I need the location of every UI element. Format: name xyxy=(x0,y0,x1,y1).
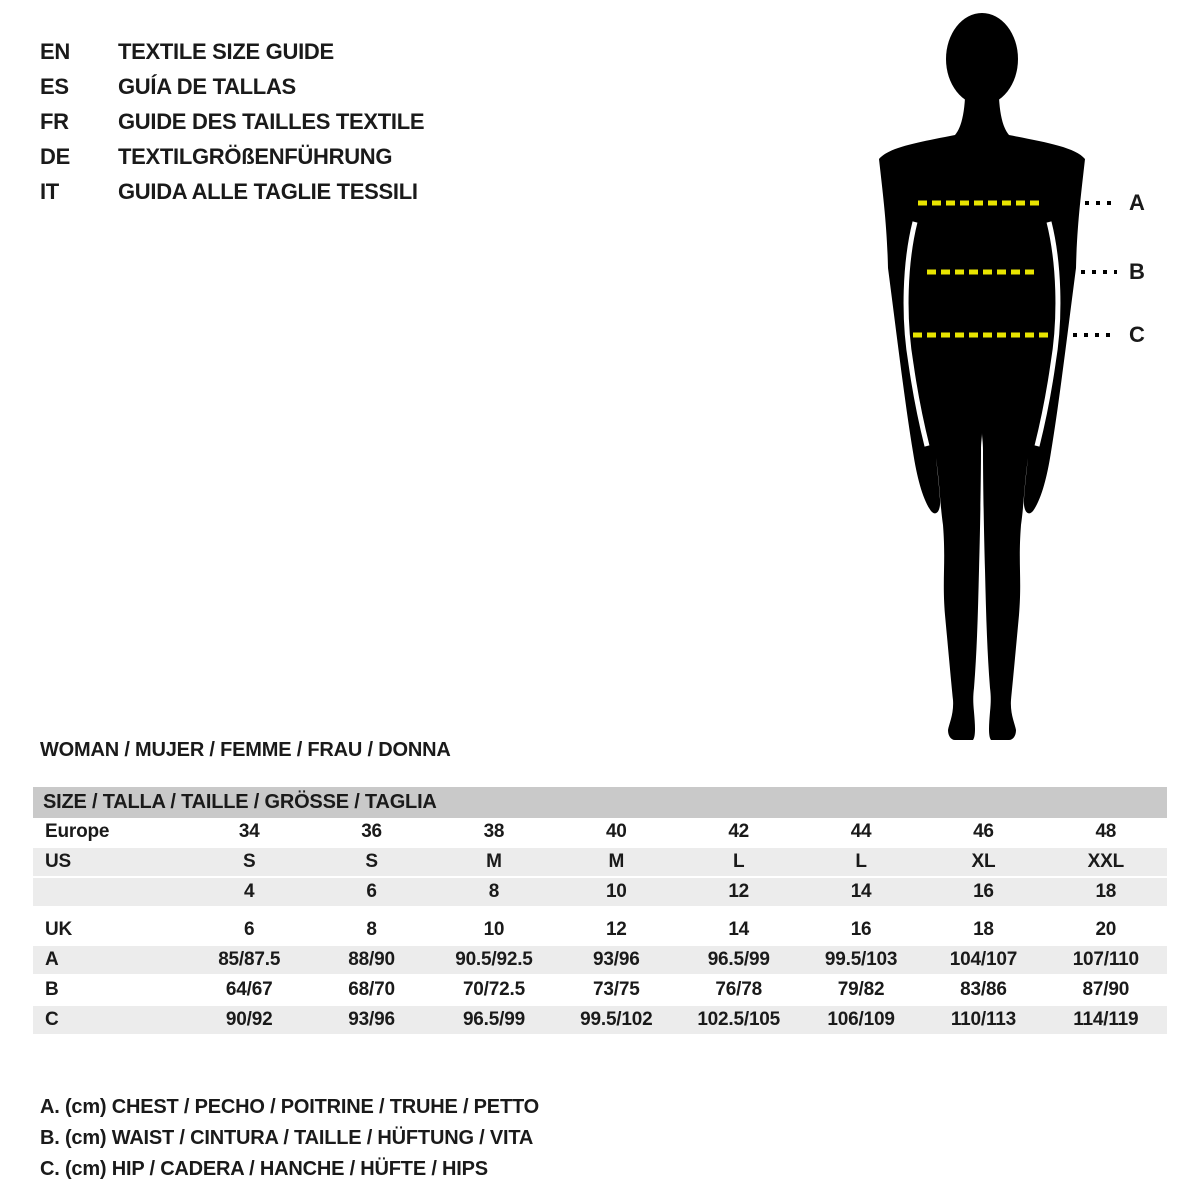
marker-label-a: A xyxy=(1129,190,1145,215)
size-cell: 76/78 xyxy=(715,979,762,1000)
language-row xyxy=(40,69,424,104)
language-title: GUÍA DE TALLAS xyxy=(118,74,296,99)
size-cell: 16 xyxy=(973,881,994,902)
language-title: TEXTILGRÖßENFÜHRUNG xyxy=(118,144,393,169)
language-title: TEXTILE SIZE GUIDE xyxy=(118,39,334,64)
woman-silhouette-figure xyxy=(855,12,1137,742)
legend-line: C. (cm) HIP / CADERA / HANCHE / HÜFTE / HIPS xyxy=(40,1158,488,1180)
language-code: ES xyxy=(40,74,69,99)
size-cell: 73/75 xyxy=(593,979,640,1000)
table-row xyxy=(33,1006,1167,1036)
size-cell: 99.5/103 xyxy=(824,949,898,970)
size-cell: XL xyxy=(971,851,996,872)
language-list xyxy=(40,34,424,209)
row-label: B xyxy=(45,979,59,1000)
size-cell: L xyxy=(855,851,867,872)
marker-label-c: C xyxy=(1129,322,1145,347)
size-cell: M xyxy=(608,851,625,872)
size-cell: 88/90 xyxy=(348,949,395,970)
size-cell: 68/70 xyxy=(348,979,395,1000)
size-cell: 40 xyxy=(605,821,627,842)
size-cell: 106/109 xyxy=(827,1009,895,1030)
language-title: GUIDE DES TAILLES TEXTILE xyxy=(118,109,425,134)
size-cell: 110/113 xyxy=(950,1009,1017,1030)
size-cell: 104/107 xyxy=(949,949,1018,970)
size-cell: 48 xyxy=(1095,821,1117,842)
row-label: Europe xyxy=(45,821,110,842)
table-row xyxy=(33,946,1167,976)
language-code: DE xyxy=(40,144,70,169)
size-cell: 8 xyxy=(366,919,377,940)
language-row xyxy=(40,174,424,209)
row-label: UK xyxy=(45,919,73,940)
row-label: US xyxy=(45,851,71,872)
size-cell: 114/119 xyxy=(1073,1009,1139,1030)
size-cell: 83/86 xyxy=(960,979,1007,1000)
size-cell: 12 xyxy=(728,881,750,902)
marker-label-b: B xyxy=(1129,259,1145,284)
table-row xyxy=(33,916,1167,946)
table-row xyxy=(33,878,1167,908)
size-cell: 10 xyxy=(483,919,505,940)
size-cell: 44 xyxy=(850,821,872,842)
size-table xyxy=(33,787,1167,1036)
size-cell: S xyxy=(242,851,256,872)
size-cell: L xyxy=(732,851,745,872)
legend-line: A. (cm) CHEST / PECHO / POITRINE / TRUHE / PETTO xyxy=(40,1096,539,1118)
size-cell: 70/72.5 xyxy=(462,979,525,1000)
size-cell: 34 xyxy=(238,821,260,842)
language-code: FR xyxy=(40,109,69,134)
size-cell: 93/96 xyxy=(348,1009,395,1030)
size-cell: XXL xyxy=(1087,851,1124,872)
size-cell: 18 xyxy=(973,919,994,940)
size-cell: 87/90 xyxy=(1082,979,1130,1000)
language-title: GUIDA ALLE TAGLIE TESSILI xyxy=(118,179,418,204)
language-row xyxy=(40,34,424,69)
size-table-rows xyxy=(33,818,1167,1036)
table-row xyxy=(33,818,1167,848)
row-label: A xyxy=(45,949,59,970)
table-row xyxy=(33,848,1167,878)
legend-line: B. (cm) WAIST / CINTURA / TAILLE / HÜFTUNG / VITA xyxy=(40,1127,534,1149)
size-cell: 107/110 xyxy=(1072,949,1139,970)
size-cell: 12 xyxy=(605,919,627,940)
size-cell: 90.5/92.5 xyxy=(455,949,533,970)
language-code: EN xyxy=(40,39,70,64)
size-cell: 20 xyxy=(1095,919,1117,940)
size-cell: 6 xyxy=(244,919,255,940)
size-cell: 16 xyxy=(850,919,872,940)
size-cell: 6 xyxy=(366,881,377,902)
size-cell: 8 xyxy=(488,881,500,902)
language-row xyxy=(40,139,424,174)
row-label: C xyxy=(45,1009,59,1030)
size-cell: 85/87.5 xyxy=(218,949,281,970)
measurement-legend xyxy=(40,1092,539,1185)
size-cell: 10 xyxy=(605,881,627,902)
size-cell: 96.5/99 xyxy=(707,949,770,970)
language-code: IT xyxy=(40,179,59,204)
size-cell: 4 xyxy=(244,881,255,902)
size-cell: 64/67 xyxy=(225,979,273,1000)
size-cell: M xyxy=(486,851,502,872)
size-cell: 96.5/99 xyxy=(462,1009,525,1030)
size-cell: 102.5/105 xyxy=(697,1009,781,1030)
size-cell: 18 xyxy=(1095,881,1117,902)
woman-silhouette-icon xyxy=(855,12,1137,742)
size-cell: 90/92 xyxy=(225,1009,273,1030)
size-cell: 99.5/102 xyxy=(580,1009,653,1030)
size-cell: S xyxy=(365,851,378,872)
row-label xyxy=(33,878,188,906)
size-cell: 36 xyxy=(361,821,382,842)
size-cell: 46 xyxy=(973,821,994,842)
size-cell: 79/82 xyxy=(837,979,885,1000)
size-table-header: SIZE / TALLA / TAILLE / GRÖSSE / TAGLIA xyxy=(33,787,1167,818)
size-cell: 42 xyxy=(728,821,750,842)
language-row xyxy=(40,104,424,139)
size-cell: 14 xyxy=(728,919,750,940)
size-cell: 93/96 xyxy=(593,949,640,970)
size-cell: 38 xyxy=(483,821,505,842)
size-cell: 14 xyxy=(850,881,872,902)
table-row xyxy=(33,976,1167,1006)
section-title: WOMAN / MUJER / FEMME / FRAU / DONNA xyxy=(40,739,451,761)
